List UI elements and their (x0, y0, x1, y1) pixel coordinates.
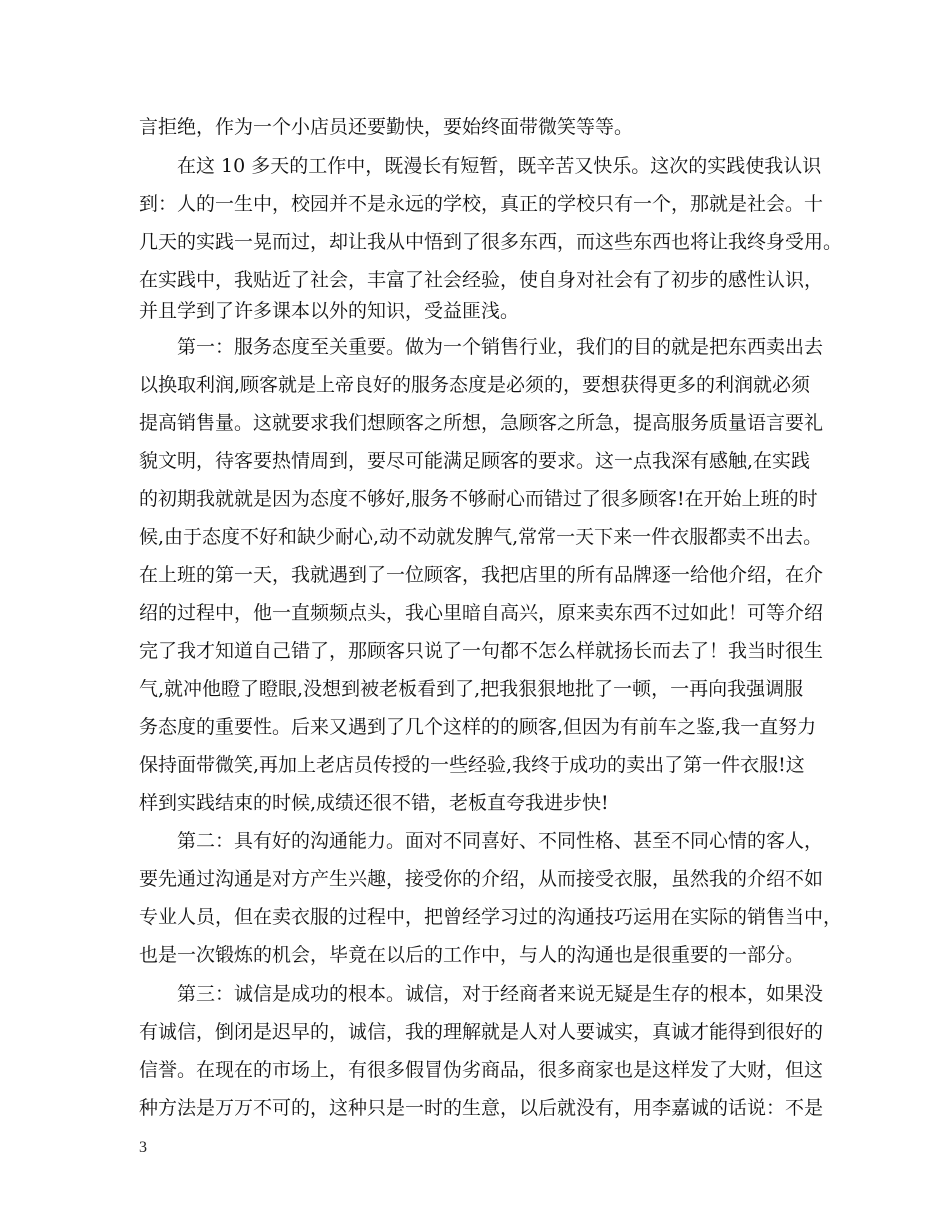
text-line: 专业人员，但在卖衣服的过程中，把曾经学习过的沟通技巧运用在实际的销售当中， (139, 906, 843, 928)
text-line: 有诚信，倒闭是迟早的，诚信，我的理解就是人对人要诚实，真诚才能得到很好的 (139, 1021, 824, 1043)
text-line: 气,就冲他瞪了瞪眼,没想到被老板看到了,把我狠狠地批了一顿，一再向我强调服 (139, 678, 804, 700)
text-line: 第二：具有好的沟通能力。面对不同喜好、不同性格、甚至不同心情的客人， (177, 830, 824, 852)
text-line: 第三：诚信是成功的根本。诚信，对于经商者来说无疑是生存的根本，如果没 (177, 983, 824, 1005)
text-line: 以换取利润,顾客就是上帝良好的服务态度是必须的，要想获得更多的利润就必须 (139, 374, 811, 396)
text-line: 提高销售量。这就要求我们想顾客之所想，急顾客之所急，提高服务质量语言要礼 (139, 412, 824, 434)
text-line: 几天的实践一晃而过，却让我从中悟到了很多东西，而这些东西也将让我终身受用。 (139, 231, 843, 253)
text-line: 信誉。在现在的市场上，有很多假冒伪劣商品，很多商家也是这样发了大财，但这 (139, 1059, 824, 1081)
text-line: 保持面带微笑,再加上老店员传授的一些经验,我终于成功的卖出了第一件衣服!这 (139, 754, 805, 776)
text-line: 也是一次锻炼的机会，毕竟在以后的工作中，与人的沟通也是很重要的一部分。 (139, 944, 805, 966)
text-line: 在这 10 多天的工作中，既漫长有短暂，既辛苦又快乐。这次的实践使我认识 (177, 155, 822, 177)
text-line: 的初期我就就是因为态度不够好,服务不够耐心而错过了很多顾客!在开始上班的时 (139, 488, 818, 510)
text-line: 完了我才知道自己错了，那顾客只说了一句都不怎么样就扬长而去了！我当时很生 (139, 640, 824, 662)
text-line: 第一：服务态度至关重要。做为一个销售行业，我们的目的就是把东西卖出去 (177, 336, 824, 358)
text-line: 种方法是万万不可的，这种只是一时的生意，以后就没有，用李嘉诚的话说：不是 (139, 1097, 824, 1119)
text-line: 并且学到了许多课本以外的知识，受益匪浅。 (139, 300, 520, 322)
page-number: 3 (139, 1139, 147, 1156)
text-line: 貌文明，待客要热情周到，要尽可能满足顾客的要求。这一点我深有感触,在实践 (139, 450, 811, 472)
text-line: 到：人的一生中，校园并不是永远的学校，真正的学校只有一个，那就是社会。十 (139, 193, 824, 215)
text-line: 候,由于态度不好和缺少耐心,动不动就发脾气,常常一天下来一件衣服都卖不出去。 (139, 526, 823, 548)
text-line: 绍的过程中，他一直频频点头，我心里暗自高兴，原来卖东西不过如此！可等介绍 (139, 602, 824, 624)
text-line: 言拒绝，作为一个小店员还要勤快，要始终面带微笑等等。 (139, 116, 634, 138)
text-line: 在实践中，我贴近了社会，丰富了社会经验，使自身对社会有了初步的感性认识， (139, 269, 824, 291)
text-line: 务态度的重要性。后来又遇到了几个这样的的顾客,但因为有前车之鉴,我一直努力 (139, 716, 817, 738)
text-line: 在上班的第一天，我就遇到了一位顾客，我把店里的所有品牌逐一给他介绍，在介 (139, 564, 824, 586)
text-line: 样到实践结束的时候,成绩还很不错，老板直夸我进步快! (139, 792, 609, 814)
text-line: 要先通过沟通是对方产生兴趣，接受你的介绍，从而接受衣服，虽然我的介绍不如 (139, 868, 824, 890)
